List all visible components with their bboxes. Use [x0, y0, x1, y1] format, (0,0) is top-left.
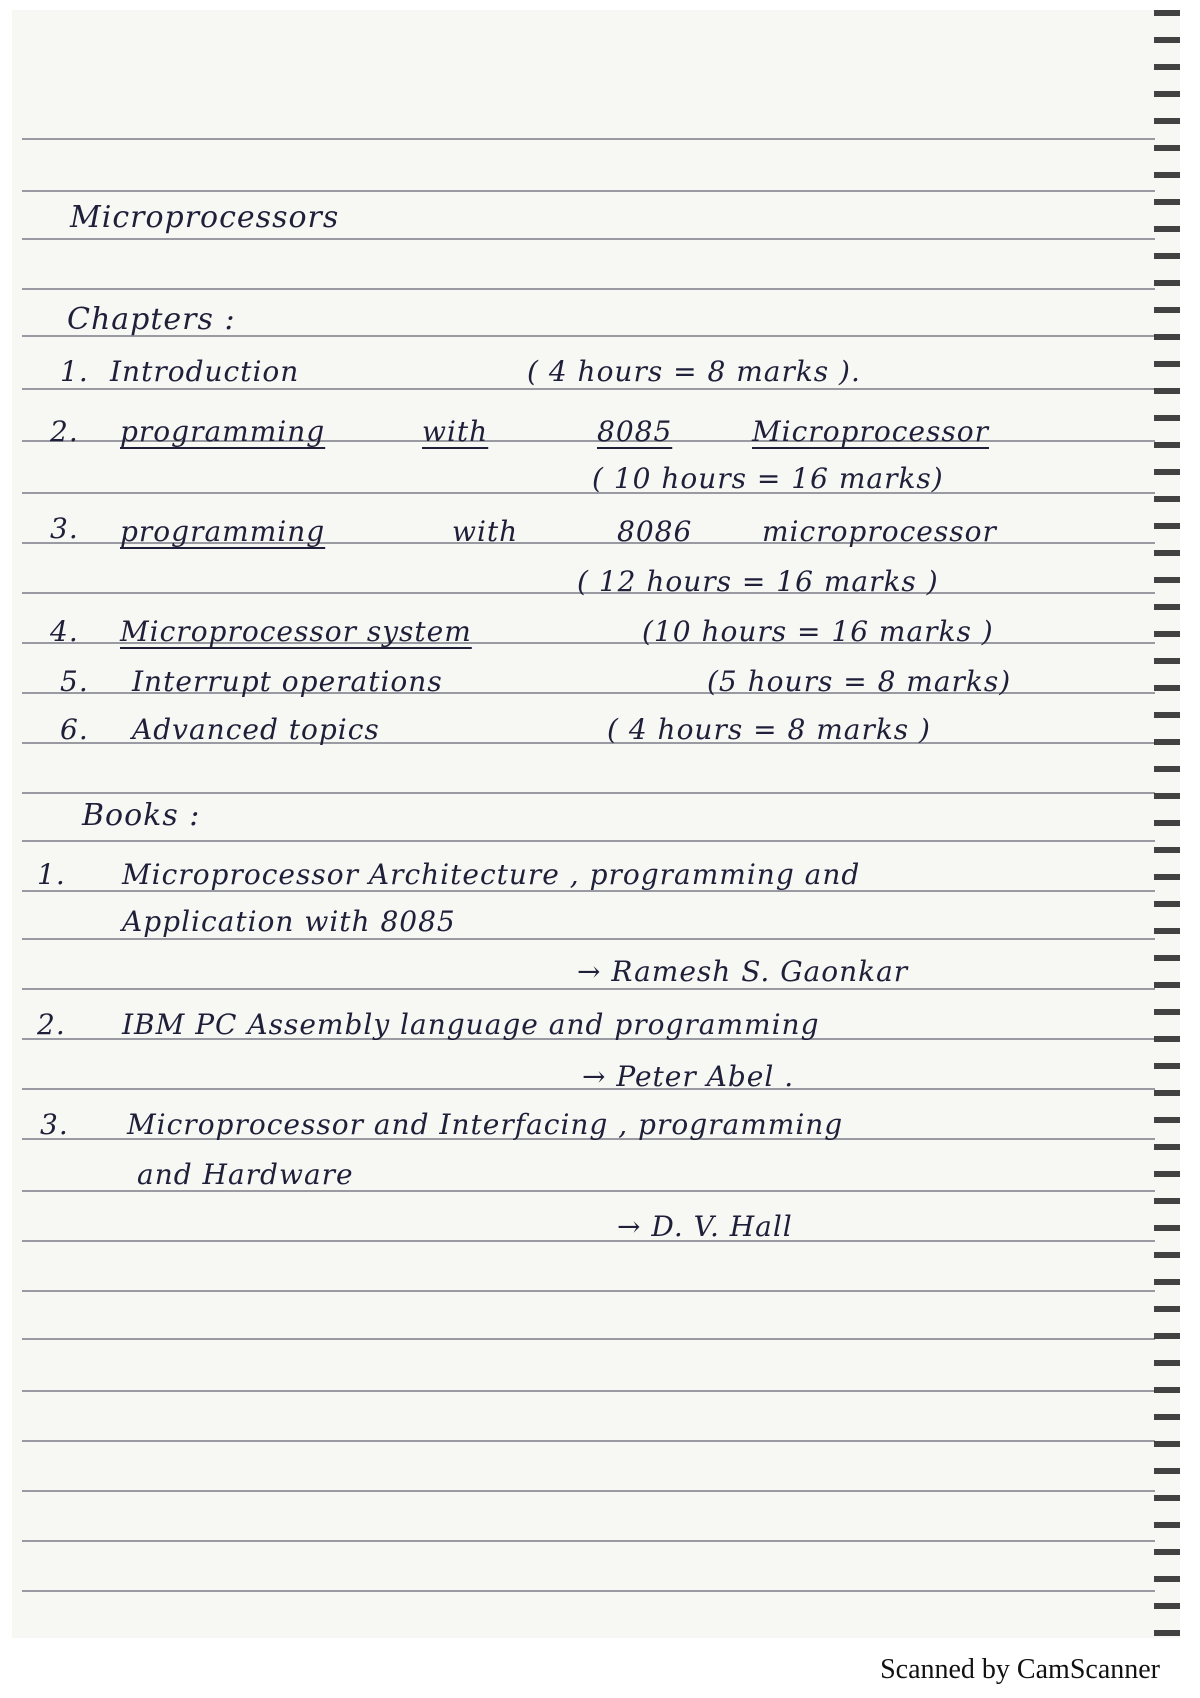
book-3-author: → D. V. Hall	[617, 1210, 793, 1243]
chapter-2-name: programming	[120, 415, 326, 448]
books-heading: Books :	[82, 798, 201, 833]
chapter-3-num: 3.	[50, 512, 79, 545]
spiral-binding	[1154, 10, 1180, 1638]
chapter-2-detail: ( 10 hours = 16 marks)	[592, 462, 944, 495]
chapter-5-detail: (5 hours = 8 marks)	[707, 665, 1012, 698]
book-3-num: 3.	[40, 1108, 69, 1141]
chapter-3-name: programming	[120, 515, 326, 548]
chapter-1-num: 1.	[60, 355, 89, 388]
page-title: Microprocessors	[70, 200, 340, 235]
book-2-author: → Peter Abel .	[582, 1060, 795, 1093]
book-2-line1: IBM PC Assembly language and programming	[122, 1008, 820, 1041]
chapter-6-detail: ( 4 hours = 8 marks )	[607, 713, 931, 746]
chapter-4-name: Microprocessor system	[120, 615, 472, 648]
chapter-5-num: 5.	[60, 665, 89, 698]
scanner-watermark: Scanned by CamScanner	[880, 1654, 1160, 1685]
chapter-1-detail: ( 4 hours = 8 marks ).	[527, 355, 861, 388]
chapter-6-num: 6.	[60, 713, 89, 746]
book-2-num: 2.	[37, 1008, 66, 1041]
book-3-line1: Microprocessor and Interfacing , programming	[127, 1108, 844, 1141]
chapter-2-chip: 8085	[597, 415, 673, 448]
chapter-6-name: Advanced topics	[132, 713, 380, 746]
chapters-heading: Chapters :	[67, 302, 236, 337]
book-1-num: 1.	[37, 858, 66, 891]
chapter-5-name: Interrupt operations	[132, 665, 443, 698]
chapter-3-detail: ( 12 hours = 16 marks )	[577, 565, 939, 598]
chapter-3-with: with	[452, 515, 519, 548]
chapter-4-num: 4.	[50, 615, 79, 648]
book-1-author: → Ramesh S. Gaonkar	[577, 955, 909, 988]
chapter-1-name: Introduction	[110, 355, 300, 388]
book-1-line1: Microprocessor Architecture , programming and	[122, 858, 861, 891]
chapter-2-with: with	[422, 415, 489, 448]
notebook-page	[12, 10, 1180, 1638]
book-3-line2: and Hardware	[137, 1158, 354, 1191]
chapter-3-processor: microprocessor	[762, 515, 997, 548]
chapter-3-chip: 8086	[617, 515, 693, 548]
book-1-line2: Application with 8085	[122, 905, 456, 938]
chapter-2-processor: Microprocessor	[752, 415, 989, 448]
chapter-2-num: 2.	[50, 415, 79, 448]
chapter-4-detail: (10 hours = 16 marks )	[642, 615, 994, 648]
